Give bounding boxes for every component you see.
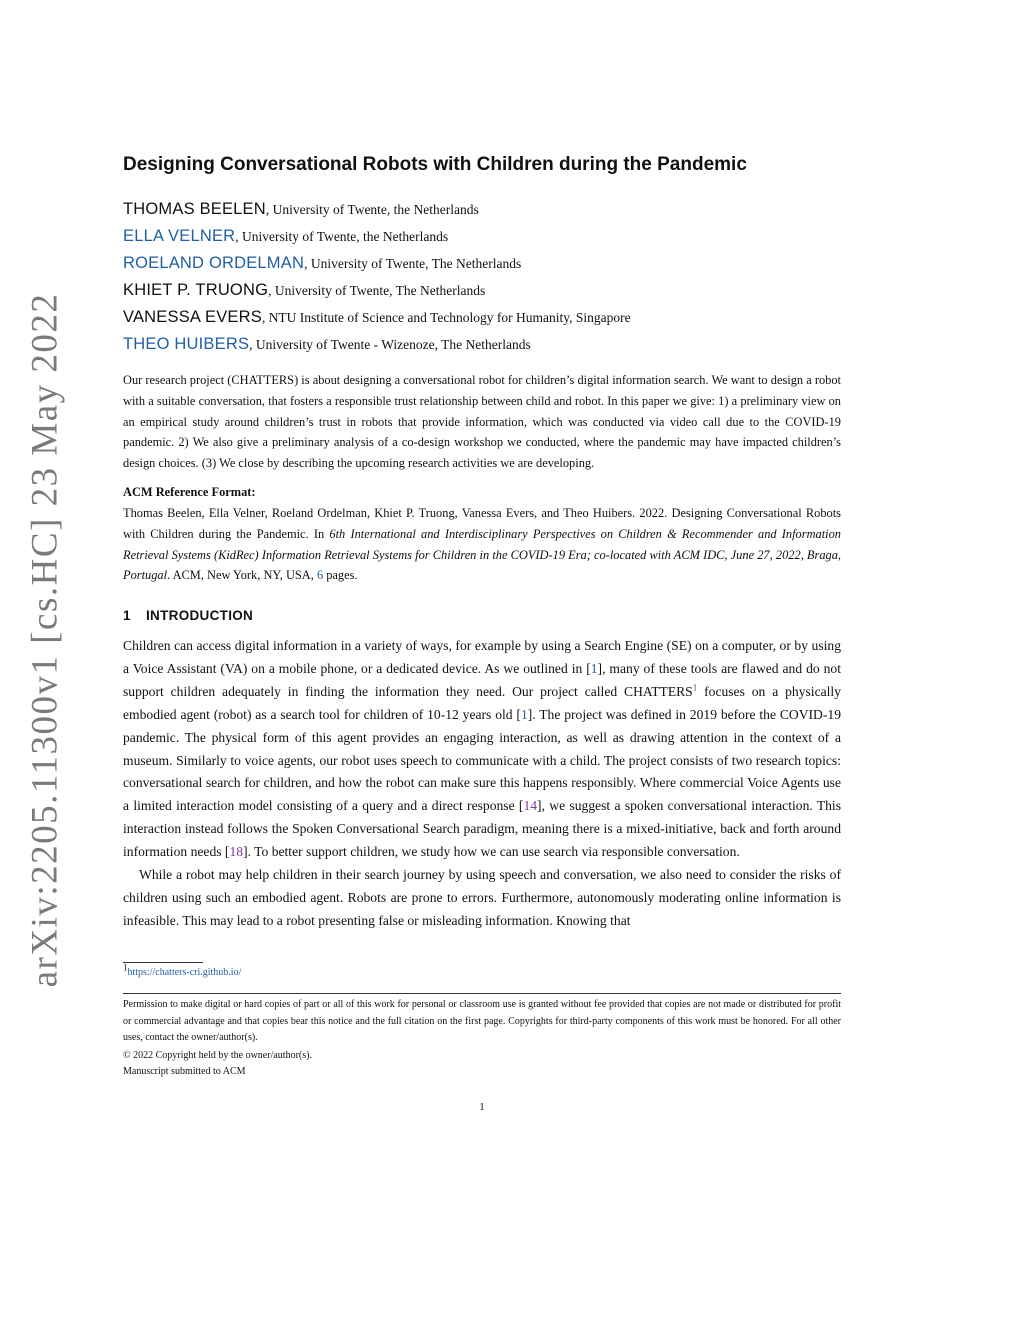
section-title: INTRODUCTION: [146, 608, 254, 623]
permission-notice: Permission to make digital or hard copies of part or all of this work for personal or classroom use is granted without fee provided that copies are not made or distributed for profit or commercial advantage and that copies bear this notice and the full citation on the first page. Copyrights for third-party components of this work must be honored. For all other uses, contact the owner/author(s).: [123, 999, 841, 1043]
acm-reference-publisher: . ACM, New York, NY, USA,: [167, 568, 317, 583]
footnote: [123, 962, 841, 980]
body-text: [123, 635, 841, 933]
paragraph: [123, 635, 841, 864]
citation-link[interactable]: 1: [520, 706, 528, 722]
acm-reference-pages: pages.: [323, 568, 358, 583]
author-affiliation: , NTU Institute of Science and Technology for Humanity, Singapore: [261, 310, 631, 325]
acm-reference-heading: ACM Reference Format:: [123, 485, 256, 499]
author-row: [123, 306, 841, 333]
text-run: ]. To better support children, we study how we can use search via responsible conversation.: [243, 844, 740, 860]
text-run: ], many of these tools are flawed and do not support children adequately in finding the information they need. Our project called CHATTERS: [123, 660, 841, 699]
footnote-marker[interactable]: 1: [692, 682, 698, 693]
author-row: [123, 225, 841, 252]
footnote-number: 1: [123, 962, 128, 973]
author-row: [123, 333, 841, 360]
author-row: [123, 198, 841, 225]
citation-link[interactable]: 14: [523, 798, 538, 814]
citation-link[interactable]: 1: [590, 660, 598, 676]
abstract: Our research project (CHATTERS) is about designing a conversational robot for children’s digital information search. We want to design a robot with a suitable conversation, that fosters a responsible trust relationship between child and robot. In this paper we give: 1) a preliminary view on an empirical study around children’s trust in robots that provide information, which was conducted via video call due to the COVID-19 pandemic. 2) We also give a preliminary analysis of a co-design workshop we conducted, where the pandemic may have impacted children’s design choices. (3) We close by describing the upcoming research activities we are developing.: [123, 373, 841, 471]
acm-reference-venue: 6th International and Interdisciplinary Perspectives on Children & Recommender and Information Retrieval Systems (KidRec) Information Retrieval Systems for Children in the COVID-19 Era; co-located with ACM IDC, June 27, 2022, Braga, Portugal: [123, 526, 841, 583]
author-affiliation: , University of Twente, the Netherlands: [235, 229, 449, 244]
section-heading: [123, 608, 841, 623]
author-affiliation: , University of Twente, the Netherlands: [265, 202, 479, 217]
acm-reference-authors: Thomas Beelen, Ella Velner, Roeland Ordelman, Khiet P. Truong, Vanessa Evers, and Theo Huibers. 2022. Designing Conversational Robots with Children during the Pandemic. In: [123, 506, 841, 541]
author-name-link[interactable]: THEO HUIBERS: [123, 335, 250, 353]
author-affiliation: , University of Twente, The Netherlands: [304, 256, 522, 271]
copyright-line: © 2022 Copyright held by the owner/author(s).: [123, 1050, 312, 1061]
text-run: Children can access digital information in a variety of ways, for example by using a Search Engine (SE) on a computer, or by using a Voice Assistant (VA) on a mobile phone, or a dedicated device. As we outlined in [: [123, 638, 841, 676]
copyright-block: [123, 1048, 841, 1080]
citation-link[interactable]: 18: [229, 844, 244, 860]
arxiv-identifier: arXiv:2205.11300v1 [cs.HC] 23 May 2022: [24, 292, 66, 988]
section-number: 1: [123, 608, 131, 623]
text-run: ], we suggest a spoken conversational interaction. This interaction instead follows the Spoken Conversational Search paradigm, meaning there is a mixed-initiative, back and forth around information needs [: [123, 798, 841, 860]
author-name: VANESSA EVERS: [123, 308, 262, 326]
author-name: KHIET P. TRUONG: [123, 281, 269, 299]
text-run: ]. The project was defined in 2019 before the COVID-19 pandemic. The physical form of this agent provides an engaging interaction, as well as drawing attention in the context of a museum. Similarly to voice agents, our robot uses speech to communicate with a child. The project consists of two research topics: conversational search for children, and how the robot can make sure this happens responsibly. Where commercial Voice Agents use a limited interaction model consisting of a query and a direct response [: [123, 706, 841, 814]
paragraph: While a robot may help children in their search journey by using speech and conversation, we also need to consider the risks of children using such an embodied agent. Robots are prone to errors. Furthermore, autonomously moderating online information is infeasible. This may lead to a robot presenting false or misleading information. Knowing that: [123, 867, 841, 928]
author-list: [123, 198, 841, 360]
permission-divider: [123, 993, 841, 994]
paper-title: Designing Conversational Robots with Children during the Pandemic: [123, 154, 747, 175]
page-number: 1: [479, 1101, 485, 1113]
author-affiliation: , University of Twente, The Netherlands: [268, 283, 486, 298]
text-run: focuses on a physically embodied agent (robot) as a search tool for children of 10-12 years old [: [123, 683, 841, 722]
author-name: THOMAS BEELEN: [123, 200, 266, 218]
footnote-url-link[interactable]: https://chatters-cri.github.io/: [127, 967, 242, 978]
acm-reference: [123, 503, 841, 586]
author-name-link[interactable]: ROELAND ORDELMAN: [123, 254, 305, 272]
manuscript-line: Manuscript submitted to ACM: [123, 1066, 246, 1077]
footnote-divider: [123, 962, 203, 963]
author-row: [123, 252, 841, 279]
arxiv-sidebar: [16, 292, 74, 988]
author-name-link[interactable]: ELLA VELNER: [123, 227, 236, 245]
author-affiliation: , University of Twente - Wizenoze, The Netherlands: [249, 337, 531, 352]
author-row: [123, 279, 841, 306]
page-count-link[interactable]: 6: [316, 568, 324, 583]
